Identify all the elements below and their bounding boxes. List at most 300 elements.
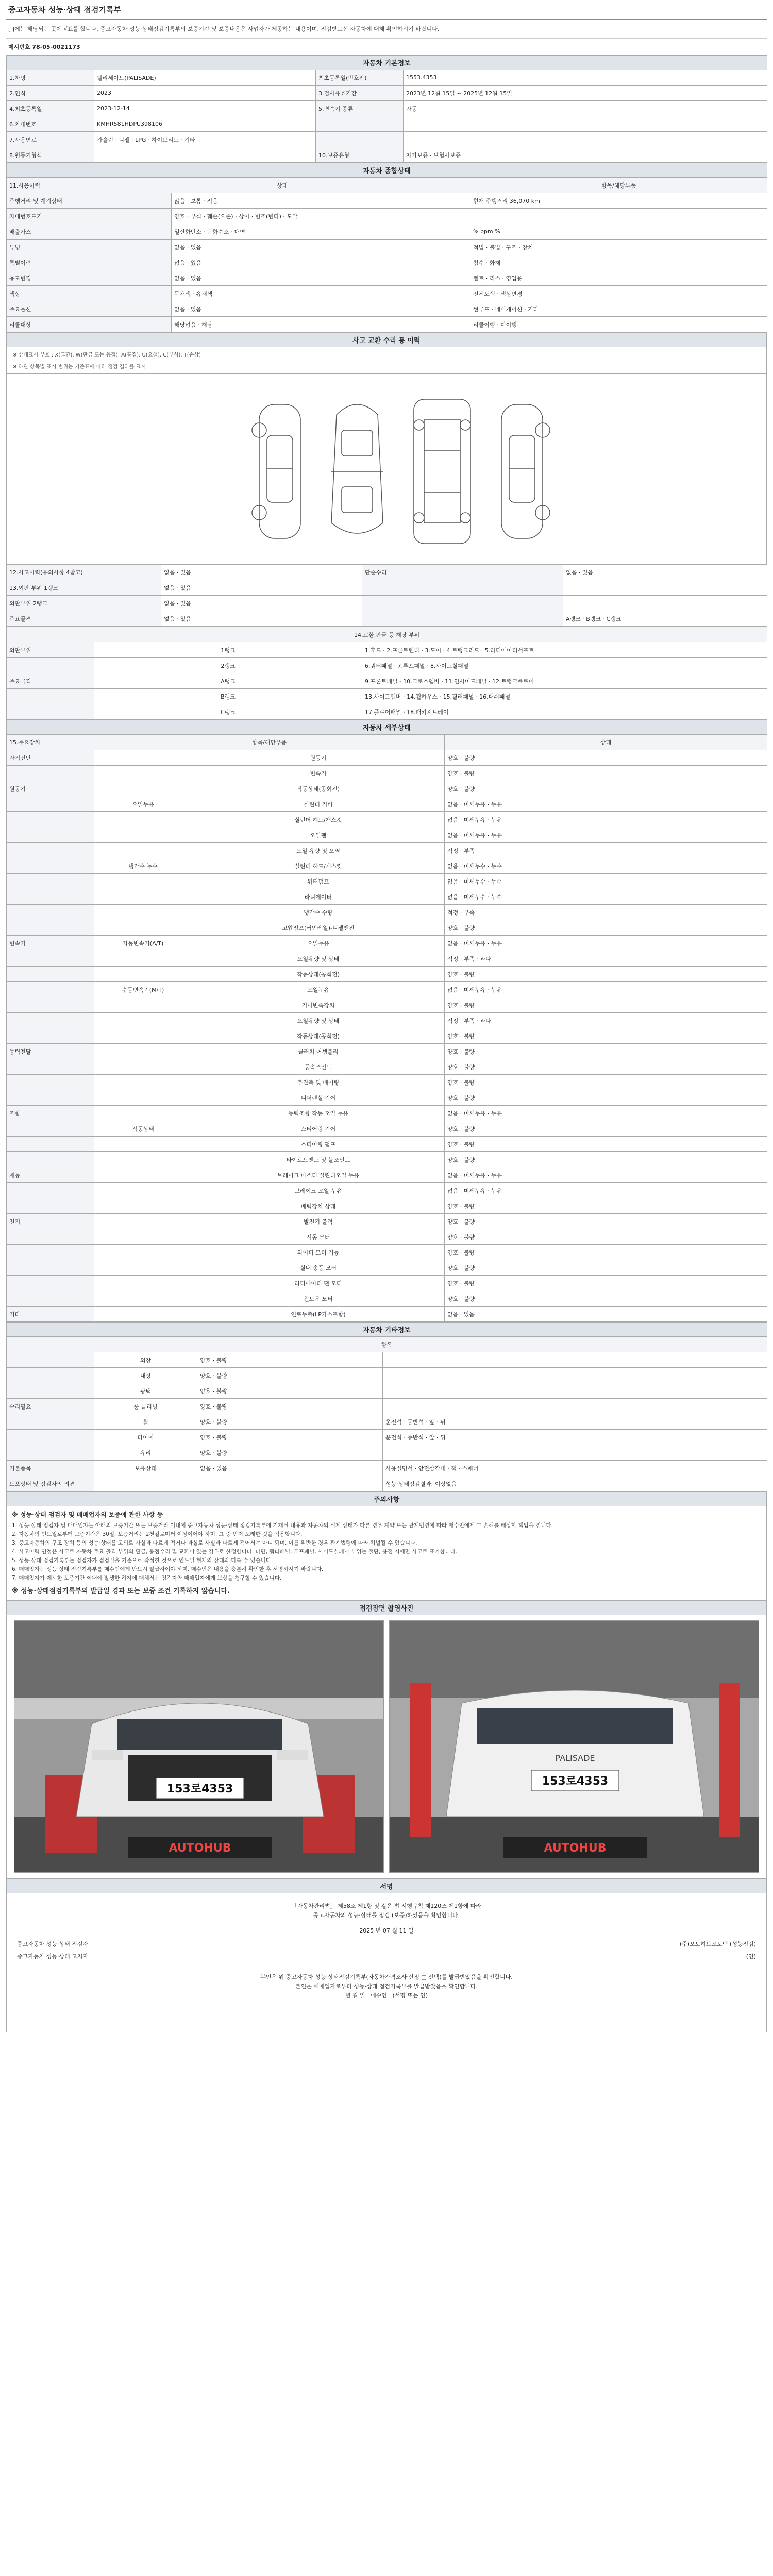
- basic-label-2: 최초등록일(번호판): [316, 70, 404, 86]
- detail-sub: [94, 843, 192, 858]
- detail-group: 조향: [7, 1106, 94, 1121]
- other-table: [6, 1322, 767, 1492]
- basic-info-header: 자동차 기본정보: [7, 56, 767, 70]
- detail-sub: [94, 1229, 192, 1245]
- condition-detail: 썬루프 · 네비게이션 · 기타: [470, 301, 767, 317]
- other-group: [7, 1414, 94, 1430]
- detail-state: 양호 · 불량: [445, 1137, 767, 1152]
- detail-sub: [94, 920, 192, 936]
- detail-state: 없음 · 미세누유 · 누유: [445, 827, 767, 843]
- detail-item: 오일유량 및 상태: [192, 1013, 445, 1028]
- detail-sub: [94, 874, 192, 889]
- basic-row: [7, 70, 767, 86]
- detail-item: 연료누출(LP가스포함): [192, 1307, 445, 1322]
- detail-group: [7, 1276, 94, 1291]
- other-state: 양호 · 불량: [197, 1399, 383, 1414]
- detail-item: 워터펌프: [192, 874, 445, 889]
- basic-value-2: 자동: [404, 101, 767, 116]
- damage-label: 주요골격: [7, 611, 161, 626]
- basic-info-table: [6, 55, 767, 163]
- detail-col-state: 상태: [445, 735, 767, 750]
- detail-sub: 작동상태: [94, 1121, 192, 1137]
- basic-label-2: [316, 132, 404, 147]
- rear-photo: [389, 1620, 759, 1873]
- detail-row: [7, 1075, 767, 1090]
- other-group: [7, 1352, 94, 1368]
- detail-item: 실린더 커버: [192, 796, 445, 812]
- detail-row: [7, 951, 767, 967]
- detail-group: [7, 1245, 94, 1260]
- basic-value-2: 자가보증 · 보험사보증: [404, 147, 767, 163]
- detail-group: [7, 1028, 94, 1044]
- other-extra: [383, 1399, 767, 1414]
- other-row: [7, 1445, 767, 1461]
- detail-state: 양호 · 불량: [445, 1260, 767, 1276]
- detail-row: [7, 967, 767, 982]
- damage-legend: ※ 상태표시 부호 : X(교환), W(판금 또는 용접), A(흠집), U(요철), C(부식), T(손상): [12, 352, 201, 358]
- detail-sub: [94, 1276, 192, 1291]
- detail-state: 양호 · 불량: [445, 1090, 767, 1106]
- damage-part-group: 외판부위: [7, 642, 94, 658]
- detail-row: [7, 1245, 767, 1260]
- signature-line-2: 중고자동차의 성능·상태를 점검 (보증)하였음을 확인합니다.: [313, 1912, 460, 1919]
- detail-sub: [94, 1028, 192, 1044]
- detail-item: 발전기 출력: [192, 1214, 445, 1229]
- detail-row: [7, 889, 767, 905]
- detail-col-main: 15.주요장치: [7, 735, 94, 750]
- buyer-sign: (서명 또는 인): [392, 1992, 428, 1999]
- detail-sub: [94, 951, 192, 967]
- detail-sub: [94, 1106, 192, 1121]
- detail-sub: [94, 1013, 192, 1028]
- basic-label-2: 3.검사유효기간: [316, 86, 404, 101]
- condition-row: [7, 240, 767, 255]
- detail-row: [7, 1152, 767, 1167]
- condition-label: 주행거리 및 계기상태: [7, 193, 172, 209]
- notice-text: [ ]에는 해당되는 곳에 √표를 합니다. 중고자동차 성능·상태점검기록부의 보증기간 및 보증내용은 사업자가 제공하는 내용이며, 점검받으신 자동차에 대해 확인하시기 바랍니다.: [6, 20, 767, 39]
- detail-state: 양호 · 불량: [445, 1245, 767, 1260]
- basic-value: [94, 147, 316, 163]
- detail-state: 없음 · 미세누유 · 누유: [445, 1183, 767, 1198]
- other-item: 타이어: [94, 1430, 197, 1445]
- detail-sub: [94, 1137, 192, 1152]
- detail-state: 없음 · 미세누수 · 누수: [445, 874, 767, 889]
- detail-sub: [94, 1214, 192, 1229]
- damage-row: [7, 565, 767, 580]
- detail-row: [7, 781, 767, 796]
- condition-detail: 렌트 · 리스 · 영업용: [470, 270, 767, 286]
- damage-part-list: 17.플로어패널 · 18.패키지트레이: [362, 704, 767, 720]
- other-group: [7, 1383, 94, 1399]
- detail-sub: [94, 1245, 192, 1260]
- detail-row: [7, 920, 767, 936]
- damage-label: 13.외판 부위 1랭크: [7, 580, 161, 596]
- detail-sub: [94, 766, 192, 781]
- detail-row: [7, 1013, 767, 1028]
- rear-plate-text: 153로4353: [542, 1775, 609, 1788]
- detail-group: [7, 889, 94, 905]
- detail-row: [7, 1167, 767, 1183]
- damage-label-2: [362, 611, 563, 626]
- detail-state: 양호 · 불량: [445, 967, 767, 982]
- photos-table: [6, 1600, 767, 1615]
- inspector-name: (주)오토허브오토텍 (성능점검): [679, 1941, 756, 1947]
- detail-group: [7, 827, 94, 843]
- detail-row: [7, 1307, 767, 1322]
- detail-row: [7, 1214, 767, 1229]
- detail-state: 양호 · 불량: [445, 1291, 767, 1307]
- damage-part-rank: 1랭크: [94, 642, 362, 658]
- detail-item: 오일 유량 및 오염: [192, 843, 445, 858]
- other-state: 없음 · 있음: [197, 1461, 383, 1476]
- damage-label: 12.사고이력(유의사항 4참고): [7, 565, 161, 580]
- detail-item: 시동 모터: [192, 1229, 445, 1245]
- inspector-label: 중고자동차 성능·상태 점검자: [17, 1941, 89, 1947]
- document-number: [6, 39, 767, 55]
- basic-label: 2.연식: [7, 86, 94, 101]
- damage-status-2: [563, 580, 767, 596]
- condition-row: [7, 286, 767, 301]
- other-extra: [383, 1445, 767, 1461]
- car-diagram-svg: [7, 374, 767, 564]
- other-row: [7, 1430, 767, 1445]
- condition-label: 배출가스: [7, 224, 172, 240]
- detail-sub: [94, 1260, 192, 1276]
- other-row: [7, 1368, 767, 1383]
- other-state: 양호 · 불량: [197, 1445, 383, 1461]
- detail-item: 타이로드엔드 및 볼조인트: [192, 1152, 445, 1167]
- condition-row: [7, 270, 767, 286]
- detail-state: 없음 · 미세누수 · 누수: [445, 858, 767, 874]
- basic-value: 2023: [94, 86, 316, 101]
- other-row: [7, 1476, 767, 1492]
- detail-state: 적정 · 부족 · 과다: [445, 1013, 767, 1028]
- damage-legend-2: ※ 하단 항목별 표시 범위는 기준표에 따라 점검 결과를 표시: [12, 364, 146, 370]
- other-header: 자동차 기타정보: [7, 1323, 767, 1337]
- damage-status: 없음 · 있음: [161, 580, 362, 596]
- signature-line-1: 「자동차관리법」 제58조 제1항 및 같은 법 시행규칙 제120조 제1항에 따라: [291, 1903, 482, 1909]
- detail-item: 실린더 헤드/개스킷: [192, 812, 445, 827]
- basic-row: [7, 86, 767, 101]
- detail-sub: [94, 1183, 192, 1198]
- detail-row: [7, 1276, 767, 1291]
- damage-parts-body: [7, 642, 767, 720]
- basic-value-2: [404, 132, 767, 147]
- basic-label: 6.차대번호: [7, 116, 94, 132]
- other-body: [7, 1352, 767, 1492]
- condition-detail: 리콜이행 · 미이행: [470, 317, 767, 332]
- other-state: 양호 · 불량: [197, 1352, 383, 1368]
- other-extra: 운전석 · 동반석 · 앞 · 뒤: [383, 1430, 767, 1445]
- detail-item: 오일팬: [192, 827, 445, 843]
- document-title: 중고자동차 성능·상태 점검기록부: [6, 0, 767, 20]
- damage-part-group: [7, 658, 94, 673]
- detail-item: 오일누유: [192, 936, 445, 951]
- detail-state: 없음 · 미세누유 · 누유: [445, 982, 767, 997]
- detail-state: 양호 · 불량: [445, 1276, 767, 1291]
- damage-part-rank: 2랭크: [94, 658, 362, 673]
- condition-detail: 적법 · 불법 · 구조 · 장치: [470, 240, 767, 255]
- damage-status-2: A랭크 · B랭크 · C랭크: [563, 611, 767, 626]
- condition-table: [6, 163, 767, 332]
- detail-item: 브레이크 마스터 실린더오일 누유: [192, 1167, 445, 1183]
- damage-part-list: 9.프론트패널 · 10.크로스멤버 · 11.인사이드패널 · 12.트렁크플로어: [362, 673, 767, 689]
- detail-item: 기어변속장치: [192, 997, 445, 1013]
- detail-state: 양호 · 불량: [445, 766, 767, 781]
- other-extra: [383, 1352, 767, 1368]
- detail-item: 라디에이터: [192, 889, 445, 905]
- other-state: 양호 · 불량: [197, 1430, 383, 1445]
- front-lift-text: AUTOHUB: [169, 1842, 231, 1855]
- detail-item: 원동기: [192, 750, 445, 766]
- detail-state: 적정 · 부족: [445, 905, 767, 920]
- detail-sub: 자동변속기(A/T): [94, 936, 192, 951]
- detail-row: [7, 1260, 767, 1276]
- detail-state: 없음 · 미세누유 · 누유: [445, 1167, 767, 1183]
- condition-label: 색상: [7, 286, 172, 301]
- detail-group: [7, 1291, 94, 1307]
- photos-header: 점검장면 촬영사진: [7, 1601, 767, 1615]
- detail-sub: [94, 1059, 192, 1075]
- detail-sub: [94, 1075, 192, 1090]
- front-plate-text: 153로4353: [166, 1783, 233, 1795]
- detail-state: 없음 · 미세누유 · 누유: [445, 812, 767, 827]
- detail-group: [7, 874, 94, 889]
- basic-value-2: [404, 116, 767, 132]
- condition-col-status: 상태: [94, 178, 470, 193]
- detail-sub: 오일누유: [94, 796, 192, 812]
- other-group: 도포상태 및 점검자의 의견: [7, 1476, 94, 1492]
- detail-group: 자기진단: [7, 750, 94, 766]
- detail-state: 양호 · 불량: [445, 997, 767, 1013]
- detail-item: 윈도우 모터: [192, 1291, 445, 1307]
- car-diagram: [6, 374, 767, 564]
- detail-row: [7, 843, 767, 858]
- damage-status: 없음 · 있음: [161, 596, 362, 611]
- damage-part-list: 6.쿼터패널 · 7.루프패널 · 8.사이드실패널: [362, 658, 767, 673]
- other-item: 외장: [94, 1352, 197, 1368]
- detail-state: 없음 · 있음: [445, 1307, 767, 1322]
- detail-row: [7, 1044, 767, 1059]
- detail-row: [7, 750, 767, 766]
- other-item: 룸 클리닝: [94, 1399, 197, 1414]
- condition-detail: 침수 · 화재: [470, 255, 767, 270]
- condition-col-detail: 항목/해당부품: [470, 178, 767, 193]
- detail-group: 기타: [7, 1307, 94, 1322]
- detail-item: 와이퍼 모터 기능: [192, 1245, 445, 1260]
- detail-row: [7, 766, 767, 781]
- caution-item: 5. 성능·상태 점검기록부는 점검자가 점검일을 기준으로 작성한 것으로 인도일 현재의 상태와 다를 수 있습니다.: [12, 1557, 273, 1564]
- damage-header: 사고 교환 수리 등 이력: [7, 333, 767, 347]
- basic-label-2: [316, 116, 404, 132]
- detail-group: [7, 920, 94, 936]
- condition-row: [7, 193, 767, 209]
- detail-sub: [94, 1167, 192, 1183]
- damage-part-group: [7, 689, 94, 704]
- basic-label-2: 10.보증유형: [316, 147, 404, 163]
- detail-item: 디퍼렌셜 기어: [192, 1090, 445, 1106]
- detail-item: 라디에이터 팬 모터: [192, 1276, 445, 1291]
- detail-state: 없음 · 미세누유 · 누유: [445, 796, 767, 812]
- detail-group: [7, 951, 94, 967]
- condition-label: 용도변경: [7, 270, 172, 286]
- signature-box: [6, 1893, 767, 2032]
- other-extra: 운전석 · 동반석 · 앞 · 뒤: [383, 1414, 767, 1430]
- detail-row: [7, 827, 767, 843]
- detail-row: [7, 997, 767, 1013]
- confirm-line-1: 본인은 위 중고자동차 성능·상태점검기록부(자동차가격조사·산정 □ 선택)를 발급받았음을 확인합니다.: [260, 1974, 513, 1980]
- detail-sub: [94, 1291, 192, 1307]
- damage-table: [6, 332, 767, 374]
- detail-sub: [94, 750, 192, 766]
- condition-detail: 전체도색 · 색상변경: [470, 286, 767, 301]
- detail-body: [7, 750, 767, 1322]
- signature-table: [6, 1878, 767, 1893]
- document: [6, 0, 767, 2032]
- other-state: 양호 · 불량: [197, 1383, 383, 1399]
- basic-value: 가솔린 · 디젤 · LPG · 하이브리드 · 기타: [94, 132, 316, 147]
- condition-row: [7, 317, 767, 332]
- other-extra: 성능·상태점검결과: 이상없음: [383, 1476, 767, 1492]
- detail-group: [7, 1013, 94, 1028]
- caution-title: ※ 성능·상태 점검자 및 매매업자의 보증에 관한 사항 등: [12, 1511, 163, 1518]
- other-row: [7, 1414, 767, 1430]
- detail-group: [7, 1260, 94, 1276]
- detail-state: 양호 · 불량: [445, 920, 767, 936]
- other-row: [7, 1461, 767, 1476]
- detail-row: [7, 982, 767, 997]
- condition-detail: 현재 주행거리 36,070 km: [470, 193, 767, 209]
- detail-group: [7, 982, 94, 997]
- basic-row: [7, 132, 767, 147]
- other-group: 기본품목: [7, 1461, 94, 1476]
- seller-name: (인): [746, 1953, 756, 1960]
- detail-group: 전기: [7, 1214, 94, 1229]
- detail-group: [7, 1121, 94, 1137]
- car-frame-view: [414, 399, 470, 544]
- condition-status: 없음 · 있음: [172, 301, 470, 317]
- detail-group: [7, 1059, 94, 1075]
- photos-row: [6, 1615, 767, 1878]
- damage-part-row: [7, 704, 767, 720]
- condition-row: [7, 224, 767, 240]
- detail-row: [7, 1183, 767, 1198]
- condition-label: 리콜대상: [7, 317, 172, 332]
- caution-header: 주의사항: [7, 1492, 767, 1506]
- condition-header: 자동차 종합상태: [7, 163, 767, 178]
- front-photo-svg: [14, 1621, 384, 1873]
- caution-item: 6. 매매업자는 성능·상태 점검기록부를 매수인에게 반드시 발급하여야 하며, 매수인은 내용을 충분히 확인한 후 서명하시기 바랍니다.: [12, 1566, 324, 1572]
- condition-status: 양호 · 부식 · 훼손(오손) · 상이 · 변조(변타) · 도말: [172, 209, 470, 224]
- detail-state: 양호 · 불량: [445, 750, 767, 766]
- condition-status: 해당없음 · 해당: [172, 317, 470, 332]
- damage-part-row: [7, 689, 767, 704]
- confirm-line-2: 본인은 매매업자로부터 성능·상태 점검기록부를 발급받았음을 확인합니다.: [295, 1983, 478, 1990]
- damage-row: [7, 611, 767, 626]
- buyer-row: [17, 1991, 756, 2001]
- detail-row: [7, 1090, 767, 1106]
- basic-label: 8.원동기형식: [7, 147, 94, 163]
- condition-row: [7, 209, 767, 224]
- detail-group: [7, 1152, 94, 1167]
- condition-label: 특별이력: [7, 255, 172, 270]
- detail-group: [7, 1229, 94, 1245]
- damage-part-rank: B랭크: [94, 689, 362, 704]
- other-state: 양호 · 불량: [197, 1368, 383, 1383]
- condition-label: 주요옵션: [7, 301, 172, 317]
- damage-part-row: [7, 673, 767, 689]
- detail-row: [7, 905, 767, 920]
- detail-group: [7, 812, 94, 827]
- detail-item: 실린더 헤드/개스킷: [192, 858, 445, 874]
- other-row: [7, 1383, 767, 1399]
- other-group: [7, 1445, 94, 1461]
- detail-group: [7, 766, 94, 781]
- detail-item: 배력장치 상태: [192, 1198, 445, 1214]
- detail-sub: 냉각수 누수: [94, 858, 192, 874]
- damage-part-row: [7, 658, 767, 673]
- detail-sub: [94, 827, 192, 843]
- document-number-value: 78-05-0021173: [32, 44, 80, 50]
- detail-item: 스티어링 기어: [192, 1121, 445, 1137]
- detail-sub: [94, 905, 192, 920]
- detail-sub: [94, 1044, 192, 1059]
- damage-part-rank: C랭크: [94, 704, 362, 720]
- signature-header: 서명: [7, 1879, 767, 1893]
- condition-status: 일산화탄소 · 탄화수소 · 매연: [172, 224, 470, 240]
- condition-status: 없음 · 있음: [172, 255, 470, 270]
- detail-state: 양호 · 불량: [445, 1059, 767, 1075]
- detail-item: 고압펌프(커먼레일)-디젤엔진: [192, 920, 445, 936]
- caution-item: 1. 성능·상태 점검자 및 매매업자는 아래의 보증기간 또는 보증거리 이내에 중고자동차 성능·상태 점검기록부에 기재된 내용과 자동차의 실제 상태가 다른 경우 계약 또는 관계법령에 따라 매수인에게 그 손해를 배상할 책임을 집니다.: [12, 1522, 553, 1529]
- condition-status: 무채색 · 유채색: [172, 286, 470, 301]
- buyer-date: 년 월 일: [345, 1992, 365, 1999]
- damage-label-2: [362, 596, 563, 611]
- other-item: 내장: [94, 1368, 197, 1383]
- basic-label: 4.최초등록일: [7, 101, 94, 116]
- damage-status-table: [6, 564, 767, 626]
- detail-row: [7, 1106, 767, 1121]
- detail-group: 제동: [7, 1167, 94, 1183]
- detail-row: [7, 936, 767, 951]
- condition-status: 없음 · 있음: [172, 240, 470, 255]
- damage-status-2: 없음 · 있음: [563, 565, 767, 580]
- detail-item: 변속기: [192, 766, 445, 781]
- damage-part-rank: A랭크: [94, 673, 362, 689]
- car-right-side-view: [501, 404, 550, 538]
- detail-sub: [94, 967, 192, 982]
- detail-table: [6, 720, 767, 1322]
- rear-brand-text: PALISADE: [555, 1753, 595, 1763]
- detail-state: 양호 · 불량: [445, 781, 767, 796]
- other-state: 양호 · 불량: [197, 1414, 383, 1430]
- rear-lift-text: AUTOHUB: [544, 1842, 607, 1855]
- damage-status: 없음 · 있음: [161, 611, 362, 626]
- caution-item: 2. 자동차의 인도일로부터 보증기간은 30일, 보증거리는 2천킬로미터 이상이어야 하며, 그 중 먼저 도래한 것을 적용합니다.: [12, 1531, 303, 1537]
- detail-group: [7, 1137, 94, 1152]
- detail-state: 양호 · 불량: [445, 1152, 767, 1167]
- detail-item: 실내 송풍 모터: [192, 1260, 445, 1276]
- other-extra: [383, 1368, 767, 1383]
- seller-row: [17, 1952, 756, 1960]
- detail-item: 작동상태(공회전): [192, 781, 445, 796]
- detail-group: [7, 967, 94, 982]
- other-item: 유리: [94, 1445, 197, 1461]
- detail-group: 변속기: [7, 936, 94, 951]
- detail-col-item: 항목/해당부품: [94, 735, 445, 750]
- rear-photo-svg: [390, 1621, 759, 1873]
- detail-row: [7, 1291, 767, 1307]
